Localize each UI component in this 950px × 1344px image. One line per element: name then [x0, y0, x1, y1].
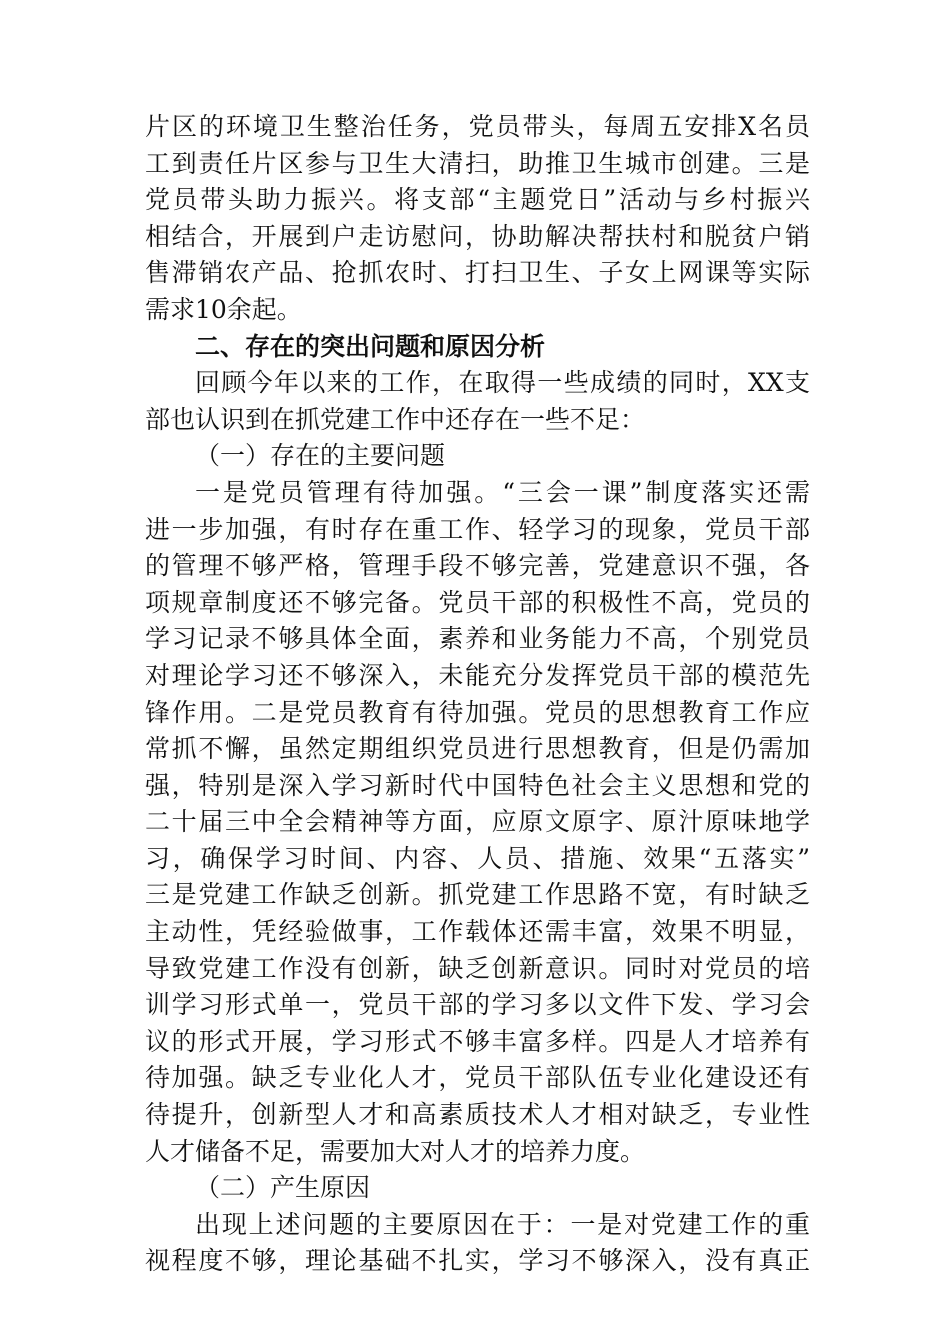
text-line: 一是党员管理有待加强。“三会一课”制度落实还需 — [195, 477, 810, 507]
text-line: 强，特别是深入学习新时代中国特色社会主义思想和党的 — [145, 770, 810, 800]
text-line: 部也认识到在抓党建工作中还存在一些不足： — [145, 404, 646, 434]
sub-heading-problems: （一）存在的主要问题 — [195, 441, 446, 471]
text-line: 待提升，创新型人才和高素质技术人才相对缺乏，专业性 — [145, 1100, 810, 1130]
text-line: 工到责任片区参与卫生大清扫，助推卫生城市创建。三是 — [145, 148, 810, 178]
text-line: 习，确保学习时间、内容、人员、措施、效果“五落实” — [145, 843, 810, 873]
text-line: 售滞销农产品、抢抓农时、打扫卫生、子女上网课等实际 — [145, 258, 810, 288]
text-line: 二十届三中全会精神等方面，应原文原字、原汁原味地学 — [145, 807, 810, 837]
text-line: 进一步加强，有时存在重工作、轻学习的现象，党员干部 — [145, 514, 810, 544]
section-heading: 二、存在的突出问题和原因分析 — [195, 331, 546, 361]
text-line: 对理论学习还不够深入，未能充分发挥党员干部的模范先 — [145, 660, 810, 690]
text-line: 训学习形式单一，党员干部的学习多以文件下发、学习会 — [145, 990, 810, 1020]
text-line: 回顾今年以来的工作，在取得一些成绩的同时，XX支 — [195, 368, 810, 398]
text-line: 视程度不够，理论基础不扎实，学习不够深入，没有真正 — [145, 1246, 810, 1276]
text-line: 的管理不够严格，管理手段不够完善，党建意识不强，各 — [145, 551, 810, 581]
sub-heading-causes: （二）产生原因 — [195, 1173, 371, 1203]
text-line: 锋作用。二是党员教育有待加强。党员的思想教育工作应 — [145, 697, 810, 727]
text-line: 片区的环境卫生整治任务，党员带头，每周五安排X名员 — [145, 112, 810, 141]
text-line: 议的形式开展，学习形式不够丰富多样。四是人才培养有 — [145, 1026, 810, 1056]
document-body — [145, 109, 810, 1280]
text-line: 待加强。缺乏专业化人才，党员干部队伍专业化建设还有 — [145, 1063, 810, 1093]
text-line: 项规章制度还不够完备。党员干部的积极性不高，党员的 — [145, 587, 810, 617]
text-line: 需求10余起。 — [145, 294, 302, 324]
text-line: 主动性，凭经验做事，工作载体还需丰富，效果不明显， — [145, 917, 810, 947]
text-line: 学习记录不够具体全面，素养和业务能力不高，个别党员 — [145, 624, 810, 654]
text-line: 党员带头助力振兴。将支部“主题党日”活动与乡村振兴 — [145, 185, 810, 215]
text-line: 相结合，开展到户走访慰问，协助解决帮扶村和脱贫户销 — [145, 221, 810, 251]
text-line: 三是党建工作缺乏创新。抓党建工作思路不宽，有时缺乏 — [145, 880, 810, 910]
text-line: 出现上述问题的主要原因在于：一是对党建工作的重 — [195, 1209, 810, 1239]
text-line: 常抓不懈，虽然定期组织党员进行思想教育，但是仍需加 — [145, 734, 810, 764]
text-line: 导致党建工作没有创新，缺乏创新意识。同时对党员的培 — [145, 953, 810, 983]
text-line: 人才储备不足，需要加大对人才的培养力度。 — [145, 1136, 646, 1166]
